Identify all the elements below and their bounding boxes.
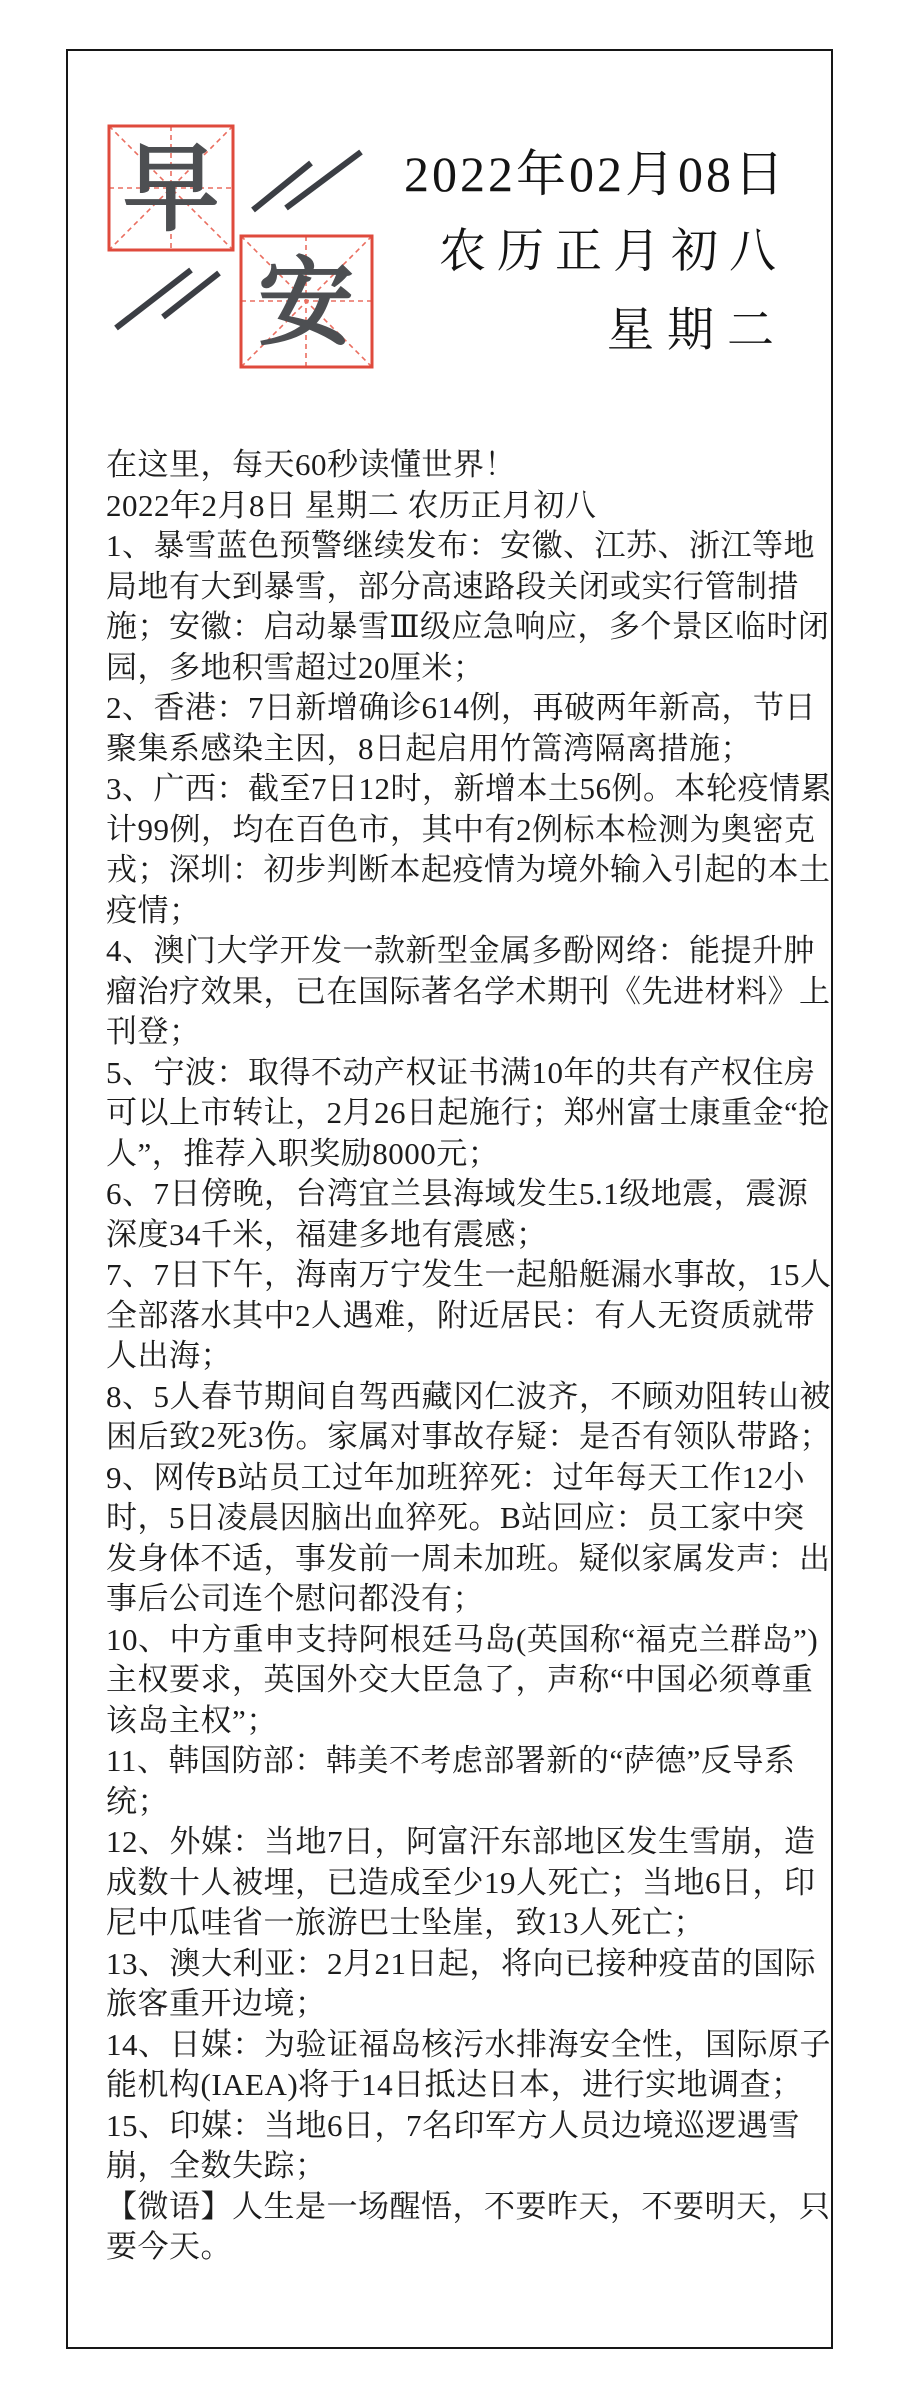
news-item: 8、5人春节期间自驾西藏冈仁波齐，不顾劝阻转山被困后致2死3伤。家属对事故存疑：是否有领队带路； [106, 1378, 831, 1454]
weiyu-quote: 【微语】人生是一场醒悟，不要昨天，不要明天，只要今天。 [106, 2188, 831, 2264]
morning-logo [106, 120, 378, 374]
news-item: 6、7日傍晚，台湾宜兰县海域发生5.1级地震，震源深度34千米，福建多地有震感； [106, 1176, 809, 1252]
news-item: 11、韩国防部：韩美不考虑部署新的“萨德”反导系统； [106, 1743, 796, 1819]
page-frame [66, 49, 833, 2349]
news-item: 12、外媒：当地7日，阿富汗东部地区发生雪崩，造成数十人被埋，已造成至少19人死亡；当地6日，印尼中瓜哇省一旅游巴士坠崖，致13人死亡； [106, 1824, 816, 1940]
news-item: 10、中方重申支持阿根廷马岛(英国称“福克兰群岛”)主权要求，英国外交大臣急了，声称“中国必须尊重该岛主权”； [106, 1621, 819, 1738]
news-item: 5、宁波：取得不动产权证书满10年的共有产权住房可以上市转让，2月26日起施行；郑州富士康重金“抢人”，推荐入职奖励8000元； [106, 1054, 830, 1171]
date-line-weekday: 星期二 [607, 305, 787, 357]
news-item: 9、网传B站员工过年加班猝死：过年每天工作12小时，5日凌晨因脑出血猝死。B站回应：员工家中突发身体不适，事发前一周未加班。疑似家属发声：出事后公司连个慰问都没有； [106, 1459, 831, 1616]
date-line-gregorian: 2022年02月08日 [404, 146, 787, 202]
intro-tagline: 在这里，每天60秒读懂世界！ [106, 447, 516, 482]
news-item: 13、澳大利亚：2月21日起，将向已接种疫苗的国际旅客重开边境； [106, 1945, 816, 2021]
news-item: 3、广西：截至7日12时，新增本土56例。本轮疫情累计99例，均在百色市，其中有2例标本检测为奥密克戎；深圳：初步判断本起疫情为境外输入引起的本土疫情； [106, 771, 832, 928]
an-character: 安 [258, 247, 354, 359]
intro-dateline: 2022年2月8日 星期二 农历正月初八 [106, 487, 597, 523]
news-item: 14、日媒：为验证福岛核污水排海安全性，国际原子能机构(IAEA)将于14日抵达日本，进行实地调查； [106, 2026, 831, 2102]
zao-tianzige-icon [109, 126, 233, 250]
news-body [106, 445, 832, 2268]
date-block [404, 135, 787, 371]
news-item: 4、澳门大学开发一款新型金属多酚网络：能提升肿瘤治疗效果，已在国际著名学术期刊《先进材料》上刊登； [106, 933, 831, 1049]
news-item: 15、印媒：当地6日，7名印军方人员边境巡逻遇雪崩，全数失踪； [106, 2107, 800, 2183]
zao-character: 早 [123, 133, 219, 245]
news-item: 7、7日下午，海南万宁发生一起船艇漏水事故，15人全部落水其中2人遇难，附近居民：有人无资质就带人出海； [106, 1257, 832, 1373]
an-tianzige-icon [241, 236, 372, 367]
news-item: 2、香港：7日新增确诊614例，再破两年新高，节日聚集系感染主因，8日起启用竹篙湾隔离措施； [106, 690, 816, 766]
date-line-lunar: 农历正月初八 [439, 226, 787, 278]
news-item: 1、暴雪蓝色预警继续发布：安徽、江苏、浙江等地局地有大到暴雪，部分高速路段关闭或实行管制措施；安徽：启动暴雪Ⅲ级应急响应，多个景区临时闭园，多地积雪超过20厘米； [106, 528, 830, 685]
